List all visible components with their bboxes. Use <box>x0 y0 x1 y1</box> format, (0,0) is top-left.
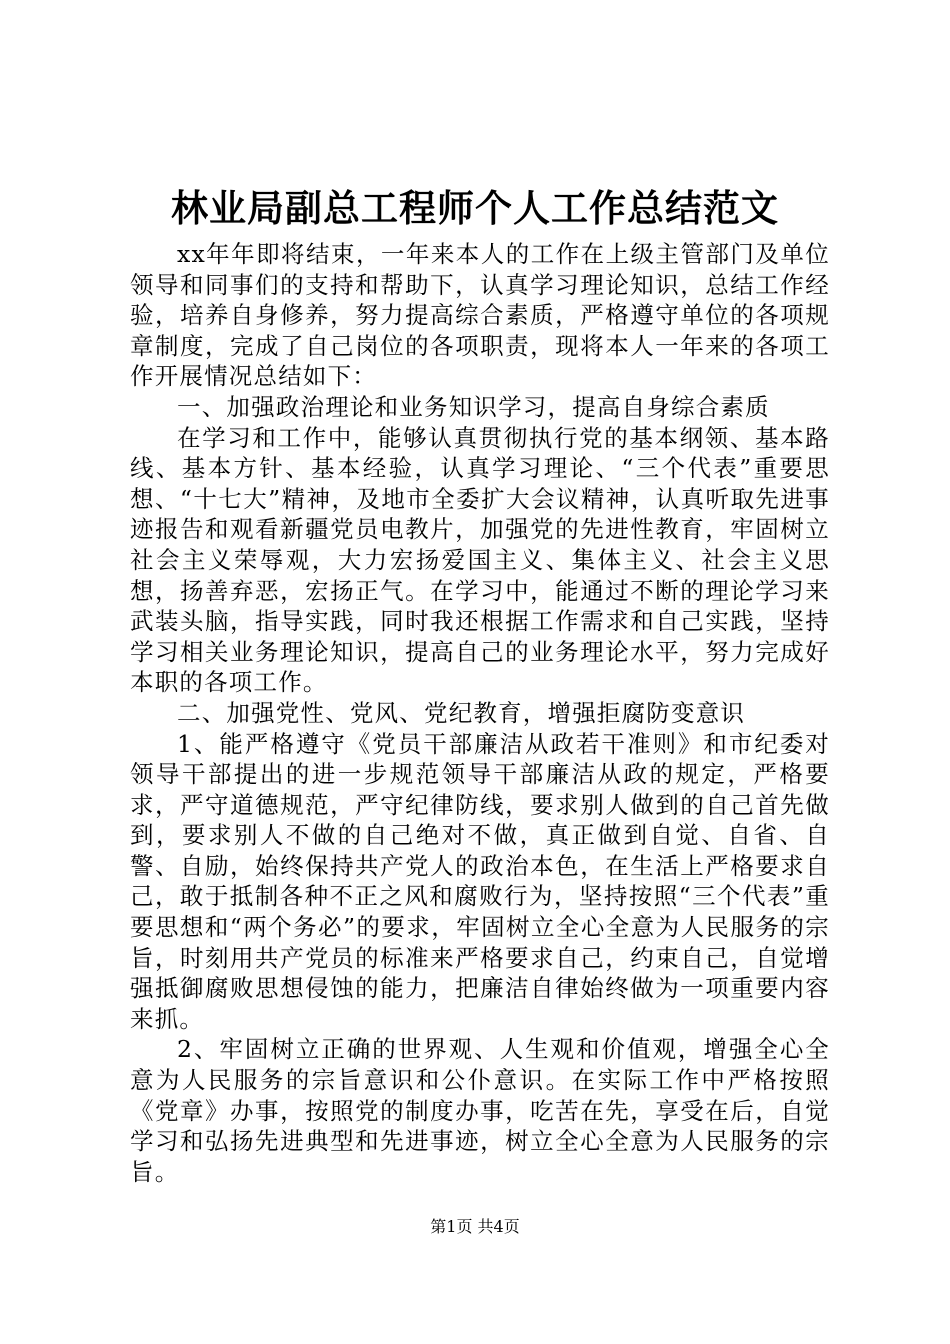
paragraph-section-1: 在学习和工作中，能够认真贯彻执行党的基本纲领、基本路线、基本方针、基本经验，认真学习理论、“三个代表”重要思想、“十七大”精神，及地市全委扩大会议精神，认真听取先进事迹报告和观看新疆党员电教片，加强党的先进性教育，牢固树立社会主义荣辱观，大力宏扬爱国主义、集体主义、社会主义思想，扬善弃恶，宏扬正气。在学习中，能通过不断的理论学习来武装头脑，指导实践，同时我还根据工作需求和自己实践，坚持学习相关业务理论知识，提高自己的业务理论水平，努力完成好本职的各项工作。 <box>130 423 830 697</box>
paragraph-item-2: 2、牢固树立正确的世界观、人生观和价值观，增强全心全意为人民服务的宗旨意识和公仆意识。在实际工作中严格按照《党章》办事，按照党的制度办事，吃苦在先，享受在后，自觉学习和弘扬先进典型和先进事迹，树立全心全意为人民服务的宗旨。 <box>130 1035 830 1186</box>
paragraph-item-1: 1、能严格遵守《党员干部廉洁从政若干准则》和市纪委对领导干部提出的进一步规范领导干部廉洁从政的规定，严格要求，严守道德规范，严守纪律防线，要求别人做到的自己首先做到，要求别人不做的自己绝对不做，真正做到自觉、自省、自警、自励，始终保持共产党人的政治本色，在生活上严格要求自己，敢于抵制各种不正之风和腐败行为，坚持按照“三个代表”重要思想和“两个务必”的要求，牢固树立全心全意为人民服务的宗旨，时刻用共产党员的标准来严格要求自己，约束自己，自觉增强抵御腐败思想侵蚀的能力，把廉洁自律始终做为一项重要内容来抓。 <box>130 729 830 1033</box>
section-heading-1: 一、加强政治理论和业务知识学习，提高自身综合素质 <box>177 392 770 421</box>
page-footer: 第1页 共4页 <box>430 1217 520 1236</box>
document-title: 林业局副总工程师个人工作总结范文 <box>171 186 779 230</box>
paragraph-intro: xx年年即将结束，一年来本人的工作在上级主管部门及单位领导和同事们的支持和帮助下，认真学习理论知识，总结工作经验，培养自身修养，努力提高综合素质，严格遵守单位的各项规章制度，完成了自己岗位的各项职责，现将本人一年来的各项工作开展情况总结如下： <box>130 240 830 391</box>
section-heading-2: 二、加强党性、党风、党纪教育，增强拒腐防变意识 <box>177 698 746 727</box>
document-body <box>130 239 830 1187</box>
